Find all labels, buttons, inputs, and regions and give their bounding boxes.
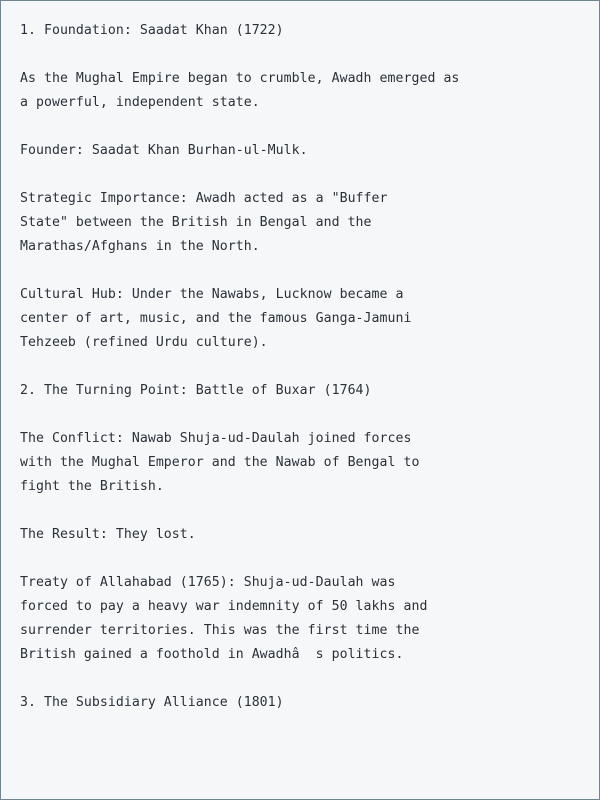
blank-line	[20, 115, 580, 139]
blank-line	[20, 403, 580, 427]
paragraph-line: fight the British.	[20, 479, 164, 494]
paragraph-line: The Result: They lost.	[20, 527, 196, 542]
heading-subsidiary-alliance: 3. The Subsidiary Alliance (1801)	[20, 695, 284, 710]
paragraph-line: State" between the British in Bengal and the	[20, 215, 372, 230]
blank-line	[20, 259, 580, 283]
paragraph-line: center of art, music, and the famous Ganga-Jamuni	[20, 311, 412, 326]
paragraph-line: Founder: Saadat Khan Burhan-ul-Mulk.	[20, 143, 308, 158]
paragraph-line: Cultural Hub: Under the Nawabs, Lucknow became a	[20, 287, 404, 302]
paragraph-line: Marathas/Afghans in the North.	[20, 239, 260, 254]
paragraph-line: British gained a foothold in Awadhâ s politics.	[20, 647, 404, 662]
blank-line	[20, 163, 580, 187]
blank-line	[20, 667, 580, 691]
paragraph-line: surrender territories. This was the first time the	[20, 623, 420, 638]
paragraph-line: a powerful, independent state.	[20, 95, 260, 110]
paragraph-line: Strategic Importance: Awadh acted as a "Buffer	[20, 191, 388, 206]
blank-line	[20, 499, 580, 523]
paragraph-line: Treaty of Allahabad (1765): Shuja-ud-Daulah was	[20, 575, 396, 590]
paragraph-line: Tehzeeb (refined Urdu culture).	[20, 335, 268, 350]
paragraph-line: forced to pay a heavy war indemnity of 50 lakhs and	[20, 599, 428, 614]
paragraph-line: The Conflict: Nawab Shuja-ud-Daulah joined forces	[20, 431, 412, 446]
document-text	[20, 1, 580, 715]
blank-line	[20, 43, 580, 67]
heading-foundation: 1. Foundation: Saadat Khan (1722)	[20, 23, 284, 38]
heading-turning-point: 2. The Turning Point: Battle of Buxar (1764)	[20, 383, 372, 398]
paragraph-line: As the Mughal Empire began to crumble, Awadh emerged as	[20, 71, 460, 86]
paragraph-line: with the Mughal Emperor and the Nawab of Bengal to	[20, 455, 420, 470]
blank-line	[20, 355, 580, 379]
blank-line	[20, 547, 580, 571]
